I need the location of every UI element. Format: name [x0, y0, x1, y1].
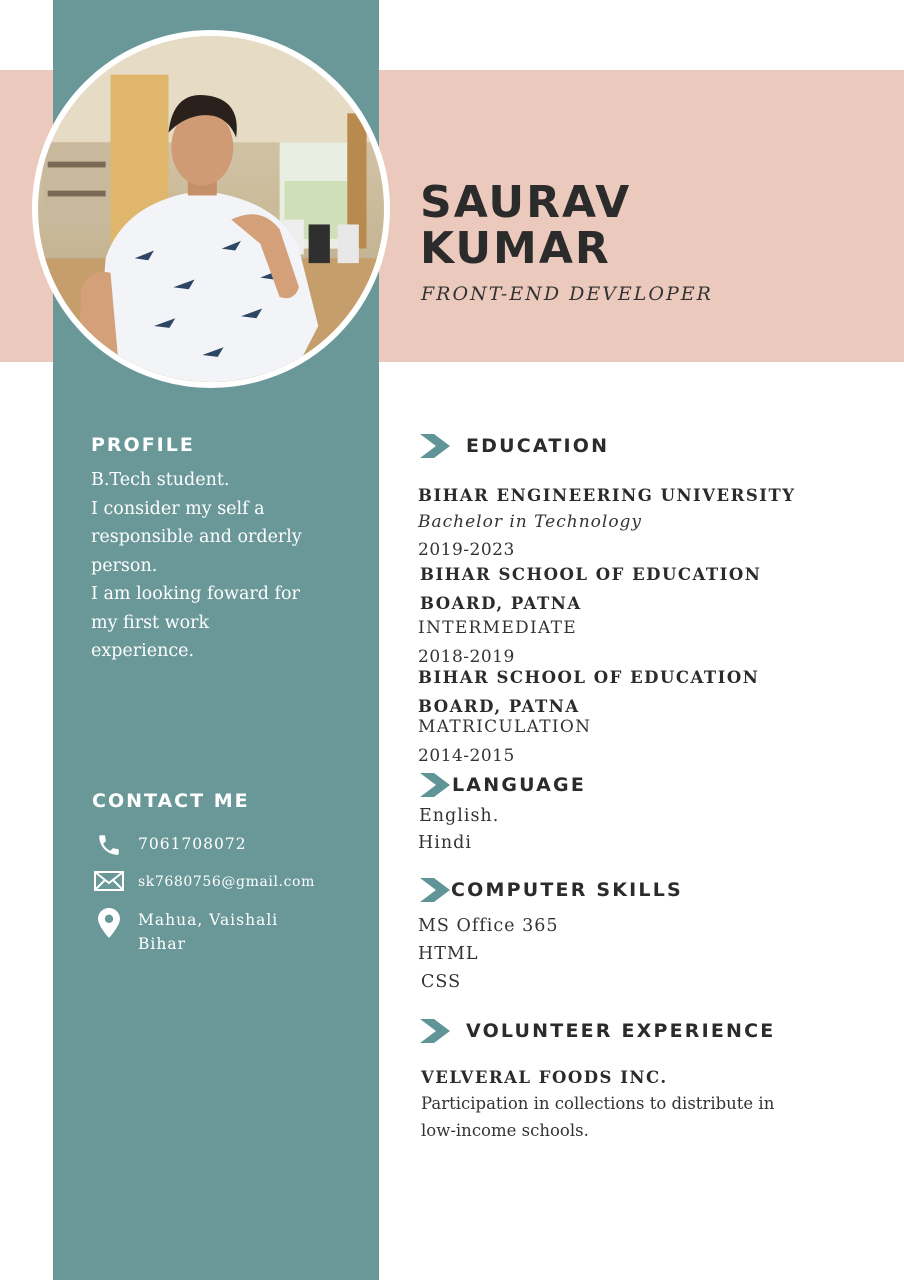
skills-heading: COMPUTER SKILLS — [451, 879, 683, 901]
chevron-right-icon — [420, 1019, 450, 1043]
edu-degree: MATRICULATION — [418, 717, 592, 737]
edu-institution: BIHAR SCHOOL OF EDUCATION — [420, 565, 762, 584]
profile-line: my first work — [91, 612, 210, 633]
profile-line: I consider my self a — [91, 498, 265, 519]
address — [138, 908, 278, 956]
profile-photo — [32, 30, 390, 388]
volunteer-desc-line: low-income schools. — [421, 1121, 589, 1140]
edu-years: 2014-2015 — [418, 746, 515, 766]
education-heading: EDUCATION — [466, 435, 610, 457]
edu-years: 2019-2023 — [418, 540, 515, 560]
volunteer-heading: VOLUNTEER EXPERIENCE — [466, 1020, 776, 1042]
education-section-header — [420, 434, 609, 458]
language-item: English. — [419, 806, 500, 826]
contact-email-row — [92, 870, 315, 896]
edu-degree: Bachelor in Technology — [418, 512, 643, 532]
profile-summary — [91, 466, 341, 666]
phone-icon — [92, 832, 126, 858]
location-pin-icon — [92, 908, 126, 938]
edu-degree: INTERMEDIATE — [418, 618, 577, 638]
skills-section-header — [420, 878, 683, 902]
contact-address-row — [92, 908, 278, 956]
phone-number[interactable]: 7061708072 — [138, 835, 247, 853]
profile-line: experience. — [91, 641, 195, 661]
edu-years: 2018-2019 — [418, 647, 515, 667]
volunteer-section-header — [420, 1019, 775, 1043]
skill-item: MS Office 365 — [418, 916, 559, 936]
name-first: SAURAV — [420, 177, 632, 228]
chevron-right-icon — [420, 878, 450, 902]
profile-line: responsible and orderly — [91, 527, 302, 547]
contact-heading: CONTACT ME — [92, 790, 250, 812]
job-title: FRONT-END DEVELOPER — [421, 283, 713, 305]
mail-icon — [92, 870, 126, 896]
language-heading: LANGUAGE — [452, 774, 587, 796]
edu-institution-cont: BOARD, PATNA — [420, 594, 582, 613]
address-line: Mahua, Vaishali — [138, 911, 279, 929]
profile-line: B.Tech student. — [91, 470, 230, 490]
candidate-name — [420, 177, 632, 274]
chevron-right-icon — [420, 434, 450, 458]
profile-line: person. — [91, 555, 158, 576]
contact-phone-row — [92, 832, 247, 858]
address-line: Bihar — [138, 935, 186, 953]
volunteer-desc-line: Participation in collections to distribute in — [421, 1094, 775, 1113]
language-section-header — [420, 773, 586, 797]
edu-institution-cont: BOARD, PATNA — [418, 697, 580, 716]
volunteer-organization: VELVERAL FOODS INC. — [421, 1068, 668, 1087]
edu-institution: BIHAR ENGINEERING UNIVERSITY — [418, 486, 796, 505]
name-last: KUMAR — [420, 223, 611, 274]
profile-heading: PROFILE — [91, 434, 195, 456]
skill-item: HTML — [418, 944, 479, 964]
profile-line: I am looking foward for — [91, 584, 300, 604]
edu-institution: BIHAR SCHOOL OF EDUCATION — [418, 668, 760, 687]
skill-item: CSS — [421, 972, 462, 992]
chevron-right-icon — [420, 773, 450, 797]
email-address[interactable]: sk7680756@gmail.com — [138, 874, 315, 890]
language-item: Hindi — [418, 833, 472, 853]
volunteer-description — [421, 1090, 841, 1144]
